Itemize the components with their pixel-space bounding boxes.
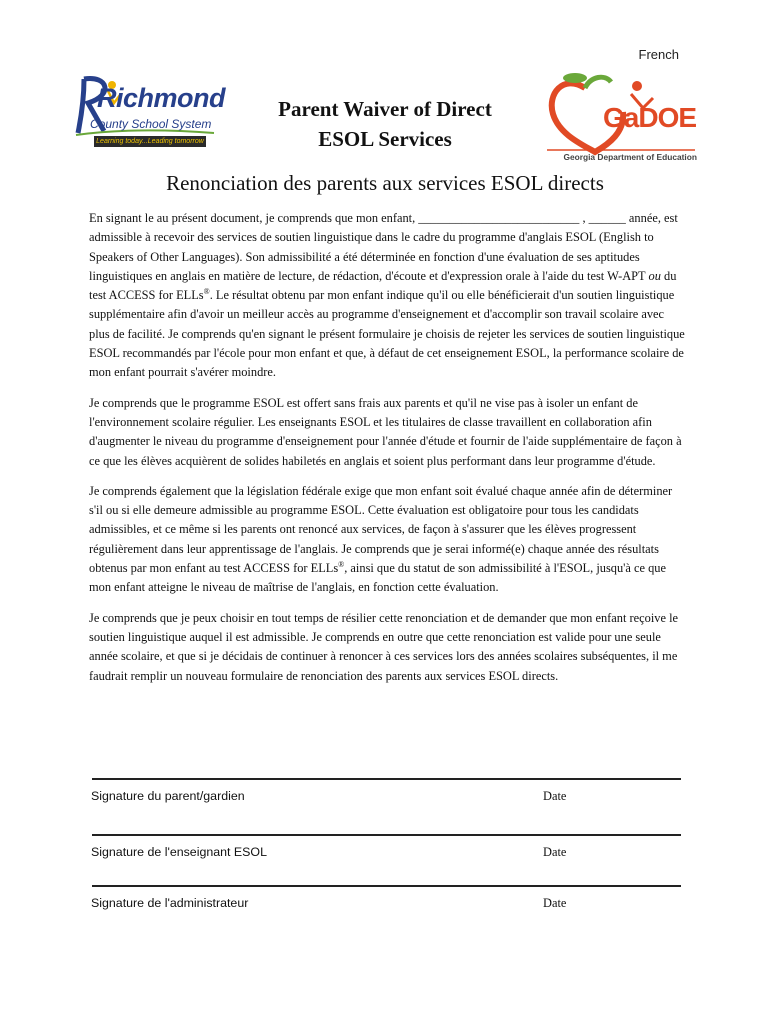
signature-line[interactable] — [92, 834, 681, 836]
richmond-logo-tagline: Learning today...Leading tomorrow — [94, 136, 206, 147]
richmond-logo — [74, 73, 224, 153]
paragraph-1-part-a: En signant le au présent document, je comprends que mon enfant, __________________________ , ______ année, est admissible à recevoir des services de soutien linguistique dans le cadre du programme d'anglais ESOL (English to Speakers of Other Languages). Son admissibilité a été déterminée en fonction d'une évaluation de ses aptitudes linguistiques en anglais en matière de lecture, de rédaction, d'écoute et d'expression orale à l'aide du test W-APT — [89, 211, 678, 283]
signature-label: Signature de l'enseignant ESOL — [91, 845, 267, 859]
registered-mark: ® — [203, 287, 210, 297]
signature-label: Signature du parent/gardien — [91, 789, 245, 803]
document-subtitle: Renonciation des parents aux services ESOL directs — [166, 171, 604, 195]
paragraph-2: Je comprends que le programme ESOL est offert sans frais aux parents et qu'il ne vise pas à isoler un enfant de l'environnement scolaire régulier. Les enseignants ESOL et les titulaires de classe travaillent en collaboration afin d'augmenter le niveau du programme d'enseignement pour l'année d'étude et fournir de l'aide supplémentaire de façon à ce que les élèves acquièrent de solides habiletés en anglais et soient plus performant dans leur programme d'étude. — [89, 395, 682, 468]
document-body — [89, 209, 685, 697]
richmond-logo-subtitle: County School System — [90, 117, 212, 131]
title-line-2: ESOL Services — [318, 127, 452, 151]
paragraph-1-part-c: . Le résultat obtenu par mon enfant indique qu'il ou elle bénéficierait d'un soutien linguistique supplémentaire afin d'avoir un meilleur accès au programme d'enseignement et d'accomplir son travail scolaire avec plus de facilité. Je comprends qu'en signant le présent formulaire je choisis de rejeter les services de soutien linguistique ESOL recommandés par l'école pour mon enfant et que, à défaut de cet enseignement ESOL, la performance scolaire de mon enfant pourrait s'avérer moindre. — [89, 288, 685, 380]
gadoe-wordmark: GaDOE — [603, 102, 697, 133]
signature-row-parent — [89, 778, 681, 808]
date-label: Date — [543, 789, 567, 803]
paragraph-4: Je comprends que je peux choisir en tout temps de résilier cette renonciation et de demander que mon enfant reçoive le soutien linguistique auquel il est admissible. Je comprends en outre que cette renonciation est valide pour une seule année scolaire, et que si je décidais de continuer à renoncer à ces services lors des années scolaires subséquentes, il me faudrait remplir un nouveau formulaire de renonciation des parents aux services ESOL directs. — [89, 610, 679, 683]
signature-label: Signature de l'administrateur — [91, 896, 249, 910]
gadoe-logo — [545, 68, 695, 164]
language-tag: French — [638, 47, 679, 62]
date-label: Date — [543, 845, 567, 859]
registered-mark: ® — [338, 559, 345, 569]
signature-row-administrator — [89, 885, 681, 915]
paragraph-1-part-b: du test ACCESS for ELLs — [89, 268, 677, 303]
title-line-1: Parent Waiver of Direct — [278, 97, 492, 121]
document-title — [235, 94, 535, 154]
gadoe-caption: Georgia Department of Education — [563, 152, 697, 162]
signature-row-esol-teacher — [89, 834, 681, 864]
signature-line[interactable] — [92, 885, 681, 887]
paragraph-1 — [89, 209, 685, 383]
signature-line[interactable] — [92, 778, 681, 780]
paragraph-3-part-b: , ainsi que du statut de son admissibilité à l'ESOL, jusqu'à ce que mon enfant atteigne le niveau de maîtrise de l'anglais, en fonction cette évaluation. — [89, 561, 666, 595]
paragraph-3-part-a: Je comprends également que la législation fédérale exige que mon enfant soit évalué chaque année afin de déterminer s'il ou si elle demeure admissible au programme ESOL. Cette évaluation est obligatoire pour tous les candidats admissibles, et ce même si les parents ont renoncé aux services, de façon à s'assurer que les élèves progressent régulièrement dans leur apprentissage de l'anglais. Je comprends que je serai informé(e) chaque année des résultats obtenus par mon enfant au test ACCESS for ELLs — [89, 483, 673, 576]
paragraph-3 — [89, 482, 685, 598]
richmond-logo-name: Richmond — [97, 83, 225, 113]
paragraph-1-ou: ou — [648, 268, 661, 283]
date-label: Date — [543, 896, 567, 910]
